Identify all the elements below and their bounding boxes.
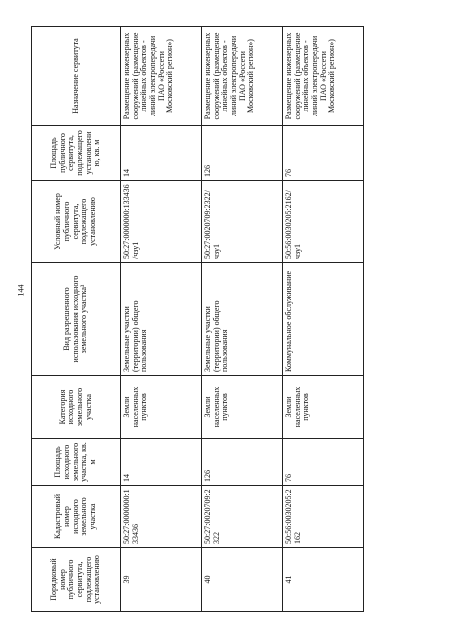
table-cell: 39 (121, 548, 202, 612)
table-cell: 126 (202, 439, 283, 486)
table-cell: 50:27:0020709:2322/чзу1 (202, 181, 283, 263)
header-cell: Условный номер публичного сервитута, подлежащего установлению (32, 181, 121, 263)
header-cell: Площадь исходного земельного участка, кв. м (32, 439, 121, 486)
table-cell: 14 (121, 126, 202, 181)
table-cell: 50:27:0000000:133436/чзу1 (121, 181, 202, 263)
page-number: 144 (16, 284, 26, 297)
rotated-table-container (31, 27, 364, 612)
table-cell: Размещение инженерных сооружений (размещение линейных объектов - линий электропередачи ПАО «Россети Московский регион») (202, 27, 283, 126)
table-cell: 50:56:0030205:2162/чзу1 (283, 181, 364, 263)
table-cell: 50:27:0020709:2322 (202, 486, 283, 548)
table-row (283, 27, 364, 612)
table-row (202, 27, 283, 612)
header-cell: Порядковый номер публичного сервитута, подлежащего установлению (32, 548, 121, 612)
header-cell: Площадь публичного сервитута, подлежащего установлению, кв. м (32, 126, 121, 181)
table-row (121, 27, 202, 612)
table-cell: 40 (202, 548, 283, 612)
table-cell: 50:56:0030205:2162 (283, 486, 364, 548)
table-cell: 76 (283, 439, 364, 486)
header-cell: Вид разрешенного использования исходного земельного участка³ (32, 263, 121, 376)
table-cell: Земельные участки (территории) общего пользования (202, 263, 283, 376)
table-cell: 41 (283, 548, 364, 612)
header-cell: Кадастровый номер исходного земельного участка (32, 486, 121, 548)
table-cell: 126 (202, 126, 283, 181)
table-cell: Земли населенных пунктов (121, 376, 202, 439)
servitude-table (31, 26, 364, 612)
header-cell: Категория исходного земельного участка (32, 376, 121, 439)
table-cell: Размещение инженерных сооружений (размещение линейных объектов - линий электропередачи ПАО «Россети Московский регион») (121, 27, 202, 126)
table-cell: Коммунальное обслуживание (283, 263, 364, 376)
table-header-row (32, 27, 121, 612)
table-cell: Земли населенных пунктов (283, 376, 364, 439)
table-cell: Земли населенных пунктов (202, 376, 283, 439)
header-cell: Назначение сервитута (32, 27, 121, 126)
table-cell: 76 (283, 126, 364, 181)
table-cell: 50:27:0000000:133436 (121, 486, 202, 548)
table-cell: Размещение инженерных сооружений (размещение линейных объектов - линий электропередачи ПАО «Россети Московский регион») (283, 27, 364, 126)
table-cell: Земельные участки (территории) общего пользования (121, 263, 202, 376)
table-cell: 14 (121, 439, 202, 486)
